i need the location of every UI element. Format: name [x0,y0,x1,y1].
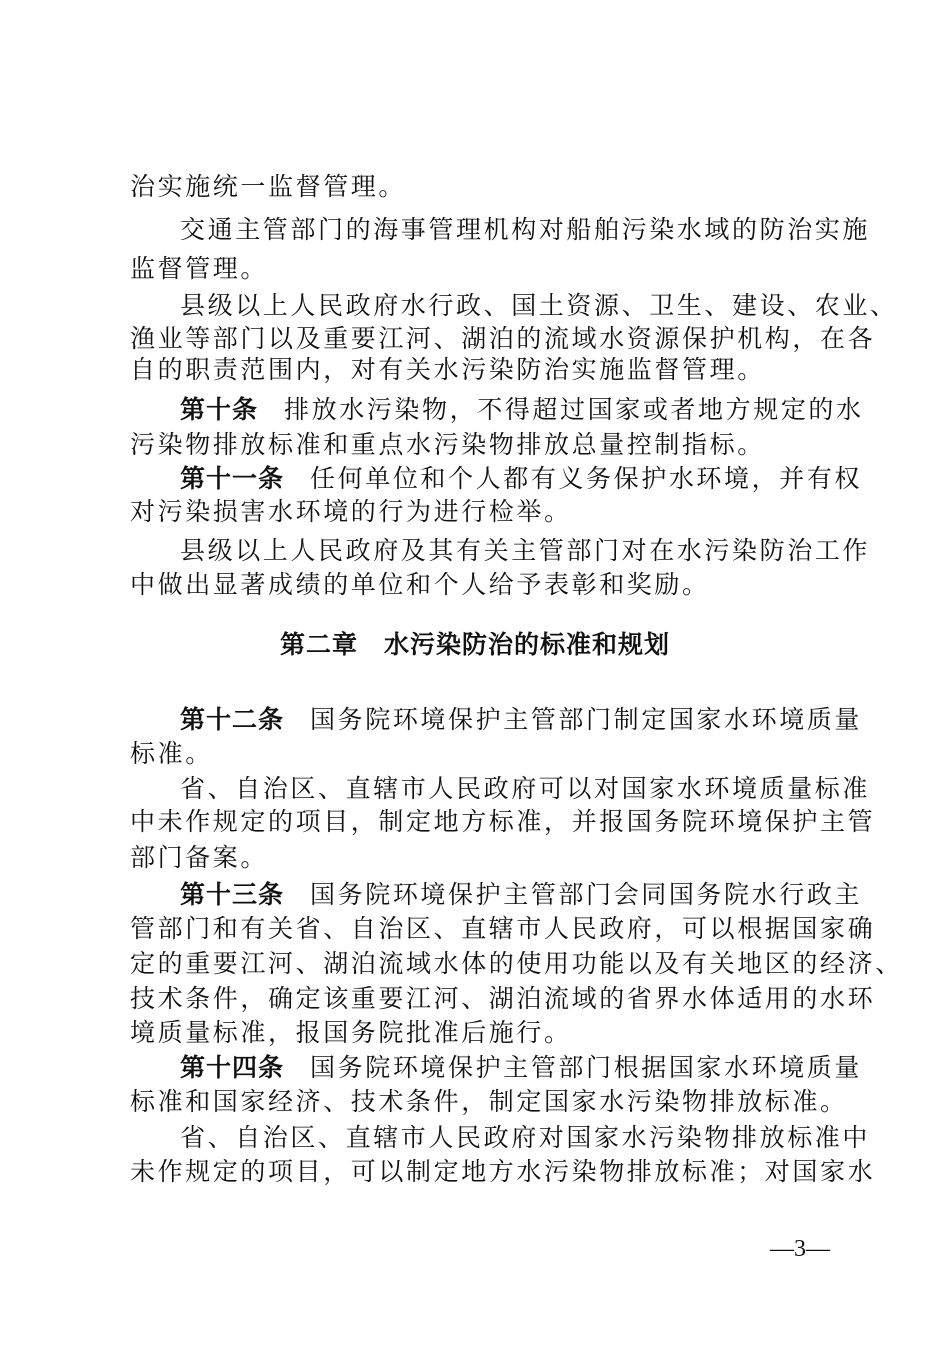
text-line: 治实施统一监督管理。 [130,172,407,201]
text-line: 监督管理。 [130,254,269,283]
article-12 [180,703,862,737]
page-number: —3— [770,1236,830,1262]
text-line: 标准和国家经济、技术条件，制定国家水污染物排放标准。 [130,1087,848,1116]
text-line: 国务院环境保护主管部门根据国家水环境质量 [310,1053,863,1082]
article-heading: 第十二条 [180,705,285,734]
article-10 [180,393,864,427]
article-13 [180,878,862,912]
chapter-number: 第二章 [279,630,358,659]
article-heading: 第十三条 [180,880,285,909]
article-11 [180,462,862,496]
article-heading: 第十四条 [180,1053,285,1082]
text-line: 中未作规定的项目，制定地方标准，并报国务院环境保护主管 [130,807,876,836]
article-heading: 第十一条 [180,464,285,493]
text-line: 技术条件，确定该重要江河、湖泊流域的省界水体适用的水环 [130,984,876,1013]
text-line: 渔业等部门以及重要江河、湖泊的流域水资源保护机构，在各 [130,324,876,353]
text-line: 境质量标准，报国务院批准后施行。 [130,1018,572,1047]
text-line: 国务院环境保护主管部门会同国务院水行政主 [310,880,863,909]
text-line: 交通主管部门的海事管理机构对船舶污染水域的防治实施 [180,215,871,244]
text-line: 未作规定的项目，可以制定地方水污染物排放标准；对国家水 [130,1157,876,1186]
text-line: 县级以上人民政府水行政、国土资源、卫生、建设、农业、 [180,291,898,320]
text-line: 部门备案。 [130,843,269,872]
chapter-heading [0,628,950,662]
article-heading: 第十条 [180,395,259,424]
text-line: 污染物排放标准和重点水污染物排放总量控制指标。 [130,430,765,459]
text-line: 中做出显著成绩的单位和个人给予表彰和奖励。 [130,570,710,599]
article-14 [180,1051,862,1085]
text-line: 国务院环境保护主管部门制定国家水环境质量 [310,705,863,734]
text-line: 管部门和有关省、自治区、直辖市人民政府，可以根据国家确 [130,914,876,943]
text-line: 省、自治区、直辖市人民政府可以对国家水环境质量标准 [180,774,871,803]
text-line: 自的职责范围内，对有关水污染防治实施监督管理。 [130,355,765,384]
text-line: 对污染损害水环境的行为进行检举。 [130,497,572,526]
text-line: 任何单位和个人都有义务保护水环境，并有权 [310,464,863,493]
text-line: 排放水污染物，不得超过国家或者地方规定的水 [284,395,864,424]
chapter-title: 水污染防治的标准和规划 [384,630,671,659]
text-line: 县级以上人民政府及其有关主管部门对在水污染防治工作 [180,536,871,565]
text-line: 省、自治区、直辖市人民政府对国家水污染物排放标准中 [180,1123,871,1152]
text-line: 定的重要江河、湖泊流域水体的使用功能以及有关地区的经济、 [130,949,903,978]
text-line: 标准。 [130,739,213,768]
